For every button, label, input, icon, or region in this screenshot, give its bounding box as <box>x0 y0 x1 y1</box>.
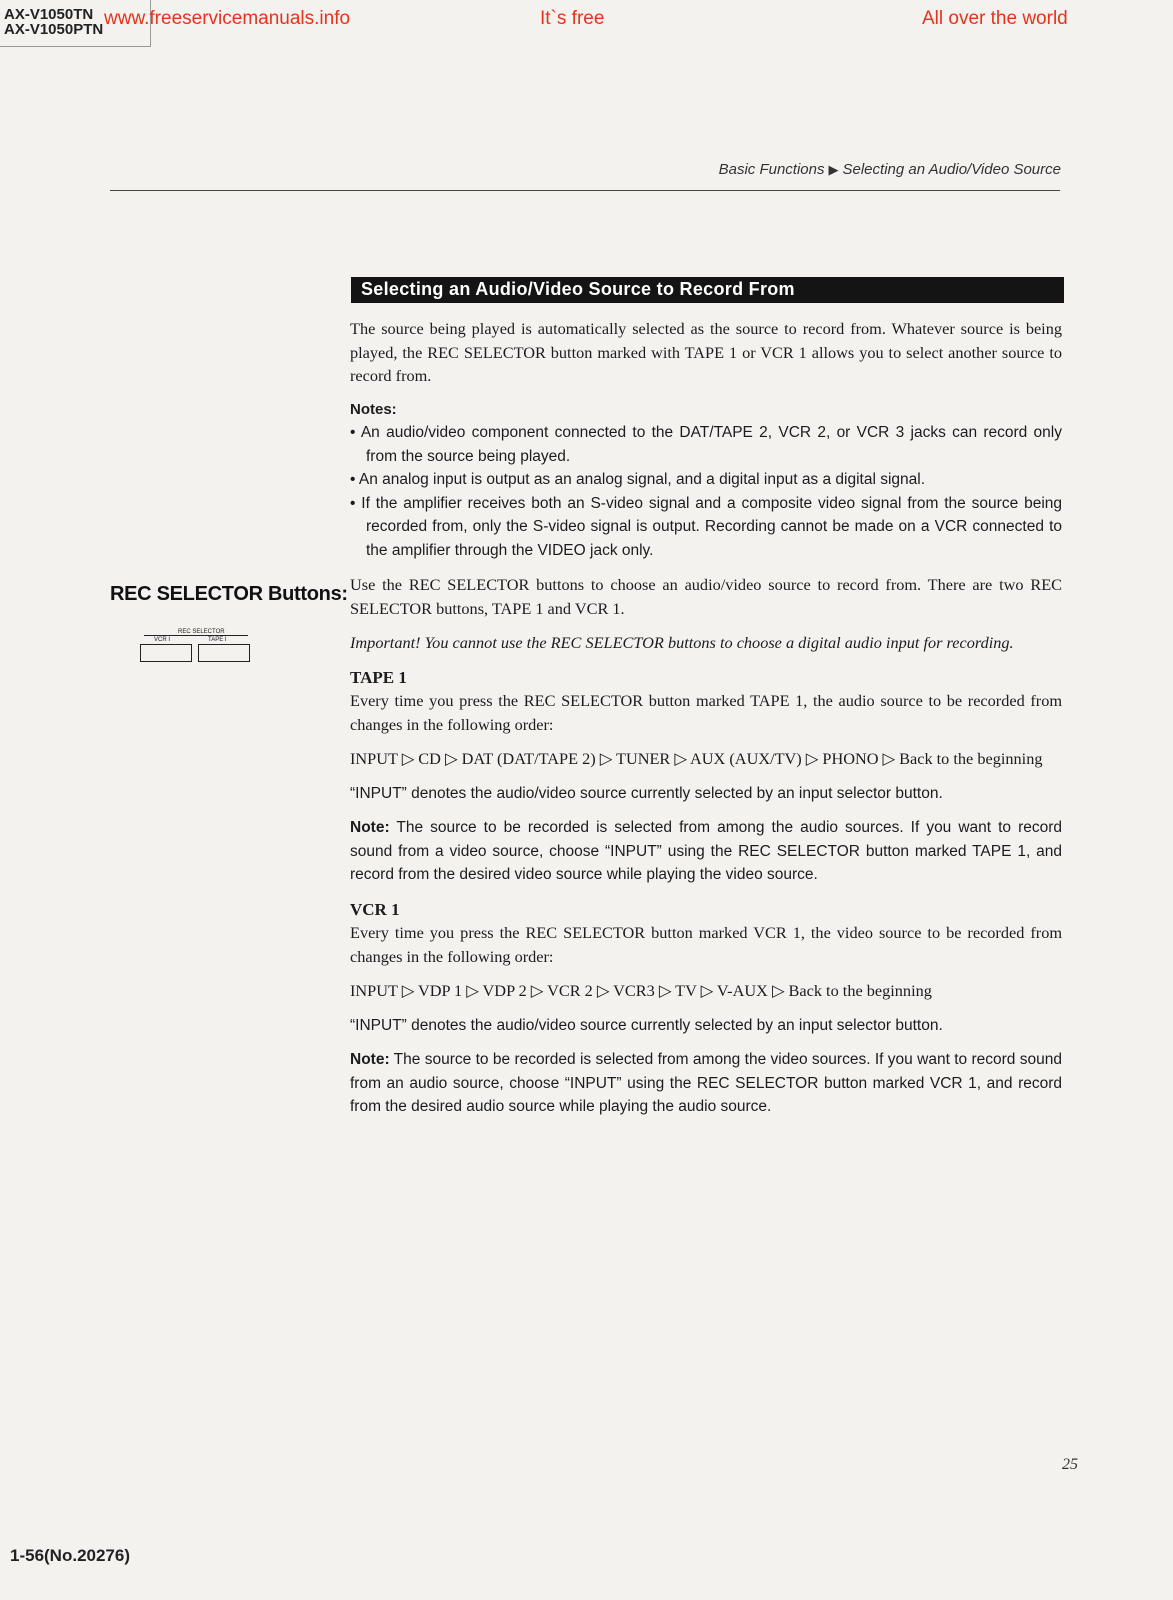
site-link[interactable]: www.freeservicemanuals.info <box>104 8 351 29</box>
free-text: It`s free <box>540 8 605 29</box>
note-item: • An audio/video component connected to the DAT/TAPE 2, VCR 2, or VCR 3 jacks can record only from the source being played. <box>350 424 1062 465</box>
vcr1-input-note: “INPUT” denotes the audio/video source currently selected by an input selector button. <box>350 1016 943 1034</box>
world-text: All over the world <box>922 8 1068 29</box>
section-title-band <box>351 277 1064 303</box>
vcr1-description: Every time you press the REC SELECTOR button marked VCR 1, the video source to be recorded from changes in the following order: <box>350 923 1062 966</box>
model-number-1: AX-V1050TN <box>4 6 94 23</box>
page-number: 25 <box>1062 1456 1078 1473</box>
tape1-note-text: The source to be recorded is selected from among the audio sources. If you want to record sound from a video source, choose “INPUT” using the REC SELECTOR button marked TAPE 1, and record from the desired video source while playing the video source. <box>350 819 1062 883</box>
diagram-right-label: TAPE I <box>208 637 227 643</box>
document-number: 1-56(No.20276) <box>10 1546 131 1565</box>
diagram-line <box>144 635 248 636</box>
tape1-button-icon <box>198 644 250 662</box>
vcr1-button-icon <box>140 644 192 662</box>
vcr1-note-label: Note: <box>350 1051 390 1068</box>
rec-selector-intro: Use the REC SELECTOR buttons to choose an audio/video source to record from. There are two REC SELECTOR buttons, TAPE 1 and VCR 1. <box>350 575 1062 618</box>
triangle-arrow-icon: ▶ <box>828 162 839 177</box>
tape1-order: INPUT ▷ CD ▷ DAT (DAT/TAPE 2) ▷ TUNER ▷ AUX (AUX/TV) ▷ PHONO ▷ Back to the beginning <box>350 749 1043 768</box>
intro-paragraph: The source being played is automatically selected as the source to record from. Whatever source is being played, the REC SELECTOR button marked with TAPE 1 or VCR 1 allows you to select another source to record from. <box>350 319 1062 385</box>
tape1-note <box>350 816 1062 887</box>
important-note: Important! You cannot use the REC SELECTOR buttons to choose a digital audio input for recording. <box>350 633 1014 652</box>
rec-selector-block <box>350 573 1062 1119</box>
running-head-section: Basic Functions <box>718 161 825 178</box>
rec-selector-heading: REC SELECTOR Buttons: <box>110 583 348 605</box>
tape1-input-note: “INPUT” denotes the audio/video source currently selected by an input selector button. <box>350 784 943 802</box>
note-item: • If the amplifier receives both an S-video signal and a composite video signal from the source being recorded from, only the S-video signal is output. Recording cannot be made on a VCR connected to the amplifier through the VIDEO jack only. <box>350 494 1062 559</box>
running-head <box>719 161 1061 178</box>
model-number-2: AX-V1050PTN <box>4 21 104 38</box>
vcr1-note-text: The source to be recorded is selected from among the video sources. If you want to record sound from an audio source, choose “INPUT” using the REC SELECTOR button marked VCR 1, and record from the desired audio source while playing the audio source. <box>350 1051 1062 1115</box>
notes-heading: Notes: <box>350 400 397 418</box>
vcr1-heading: VCR 1 <box>350 899 400 919</box>
tape1-heading: TAPE 1 <box>350 667 407 687</box>
tape1-description: Every time you press the REC SELECTOR button marked TAPE 1, the audio source to be recorded from changes in the following order: <box>350 691 1062 734</box>
diagram-left-label: VCR I <box>154 637 171 643</box>
tape1-note-label: Note: <box>350 819 390 836</box>
diagram-caption: REC SELECTOR <box>178 629 225 635</box>
section-title: Selecting an Audio/Video Source to Record From <box>361 279 795 299</box>
rec-selector-diagram <box>140 631 252 667</box>
intro-block <box>350 317 1062 562</box>
running-head-topic: Selecting an Audio/Video Source <box>842 161 1061 178</box>
vcr1-order: INPUT ▷ VDP 1 ▷ VDP 2 ▷ VCR 2 ▷ VCR3 ▷ TV ▷ V-AUX ▷ Back to the beginning <box>350 981 932 1000</box>
header-rule <box>110 190 1060 191</box>
note-item: • An analog input is output as an analog signal, and a digital input as a digital signal. <box>350 471 926 488</box>
vcr1-note <box>350 1048 1062 1119</box>
